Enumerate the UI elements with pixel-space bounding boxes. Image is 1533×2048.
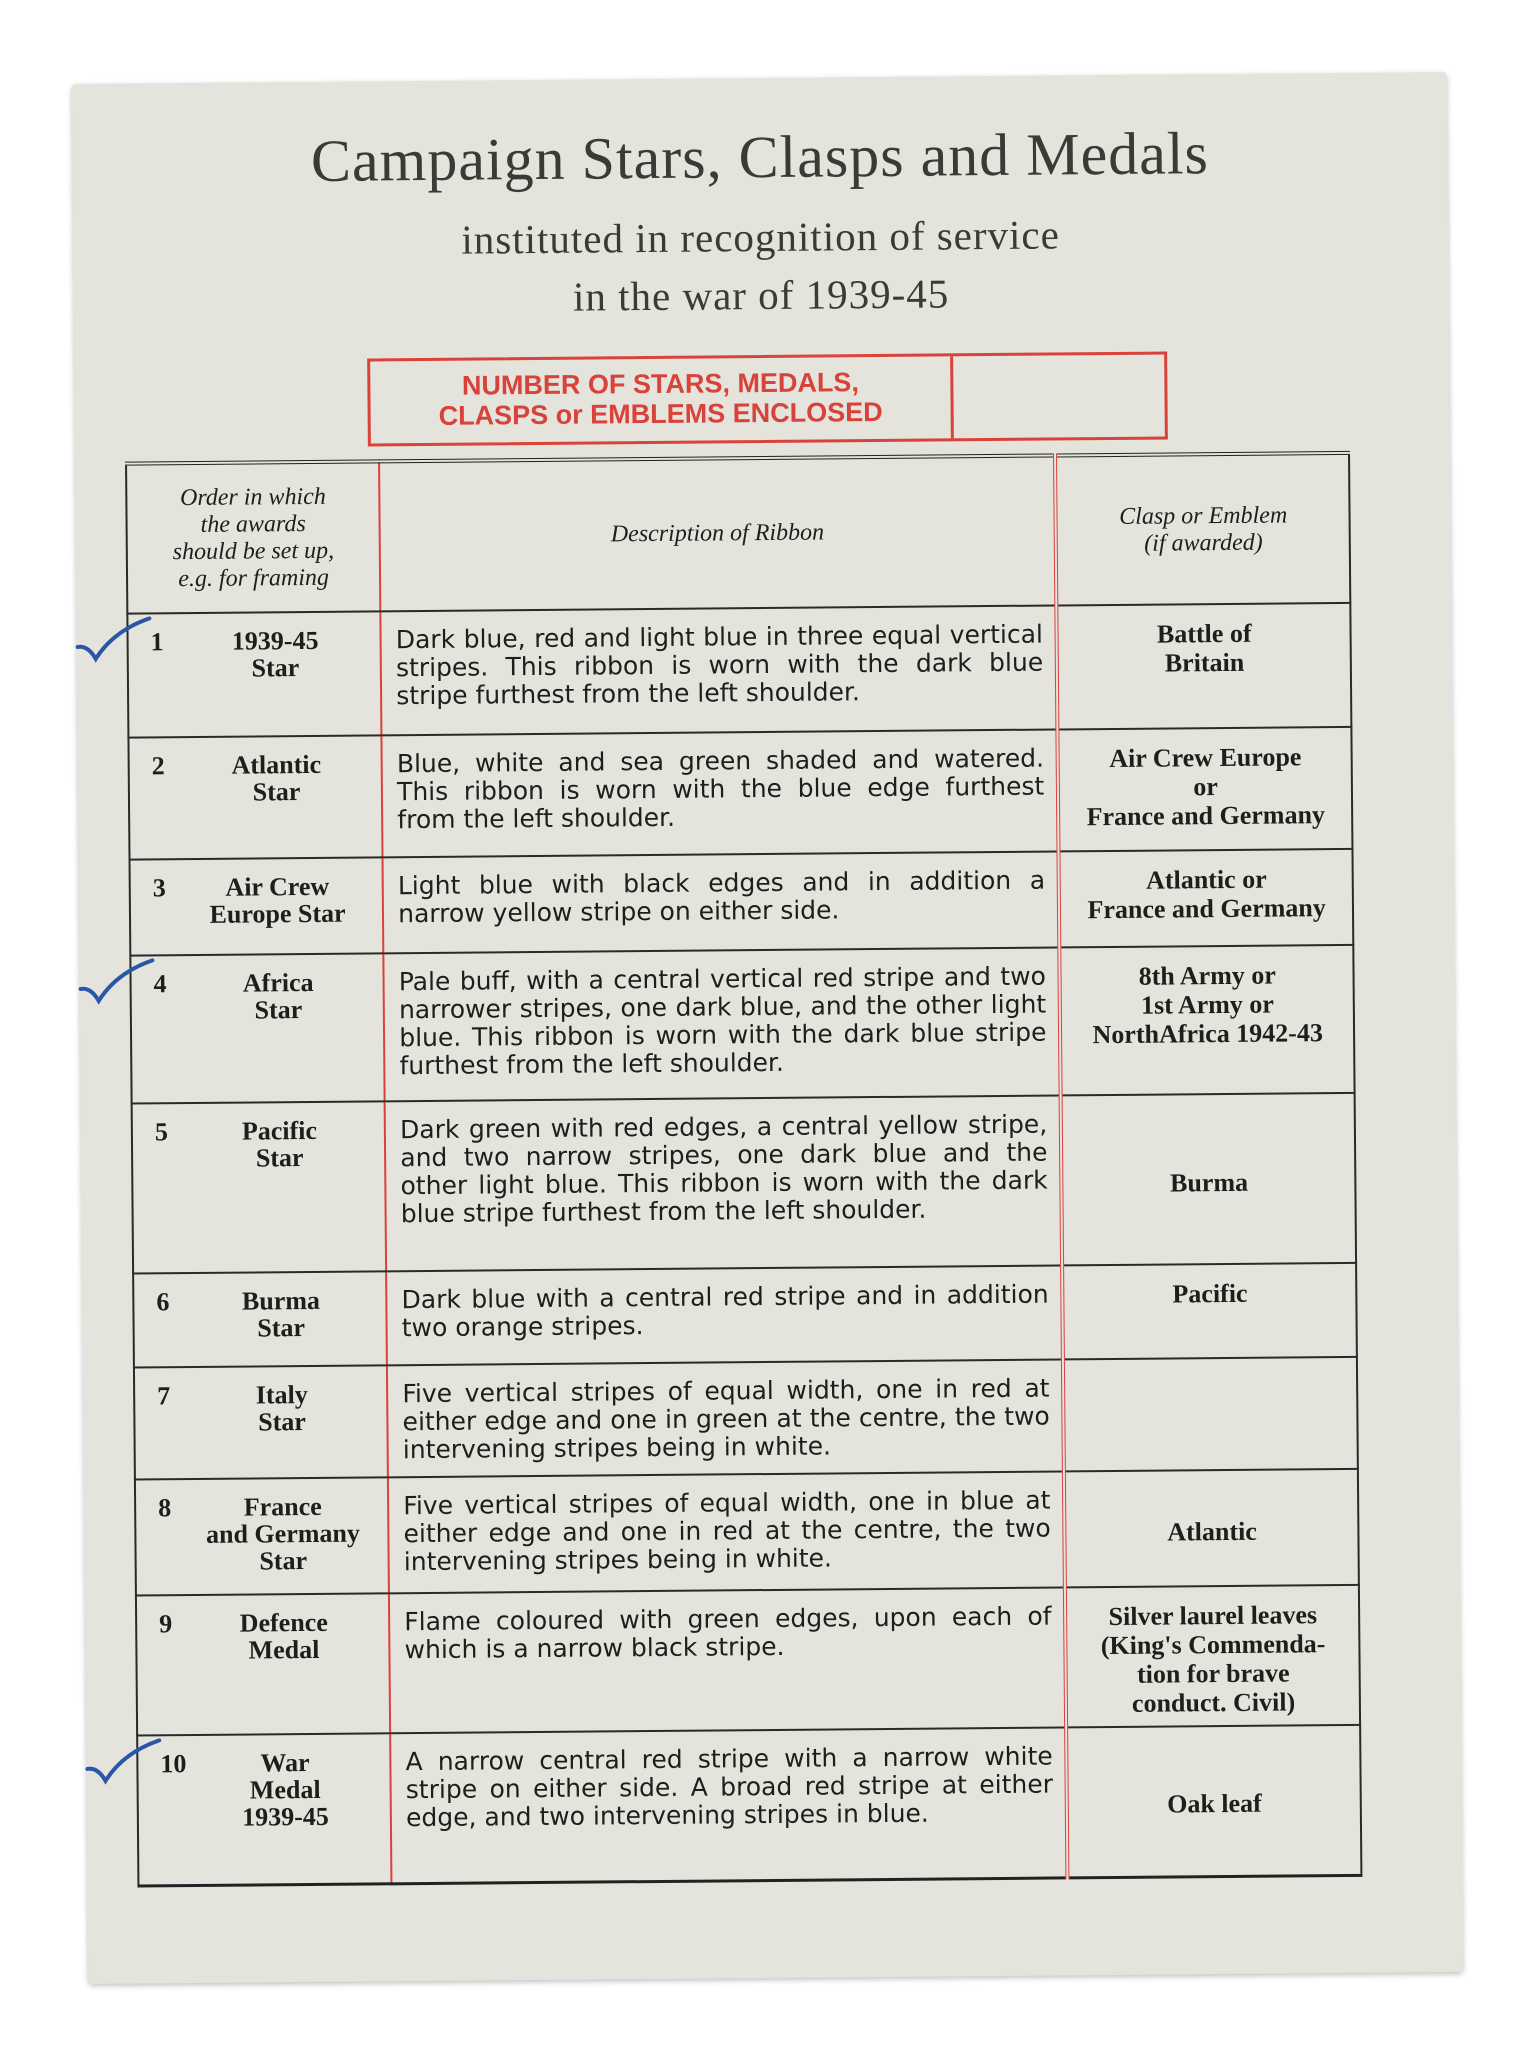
header-clasp-line: (if awarded) [1144, 529, 1263, 557]
award-name-cell [134, 1365, 388, 1479]
enclosed-count-value [953, 355, 1165, 439]
clasp-line: Oak leaf [1167, 1788, 1262, 1819]
checkmark-icon [83, 1738, 163, 1789]
clasp-line: Silver laurel leaves [1108, 1600, 1318, 1632]
award-name-line: War [260, 1748, 310, 1778]
clasp-line: conduct. Civil) [1131, 1687, 1296, 1718]
award-name-cell [130, 953, 384, 1103]
header-clasp [1055, 453, 1350, 606]
table-row [132, 1093, 1356, 1274]
award-name-line: France [243, 1491, 322, 1522]
ribbon-description: Five vertical stripes of equal width, one in blue at either edge and one in red at the centre, the two intervening stripes being in white. [388, 1471, 1065, 1593]
table-row [128, 727, 1352, 860]
clasp-line: tion for brave [1136, 1658, 1290, 1689]
enclosed-count-label [370, 356, 954, 443]
subtitle-line-1: instituted in recognition of service [461, 211, 1061, 263]
header-clasp-line: Clasp or Emblem [1119, 501, 1288, 530]
header-order-line: the awards [200, 510, 306, 538]
award-name-cell [133, 1271, 387, 1367]
ribbon-description: Pale buff, with a central vertical red stripe and two narrower stripes, one dark blue, and the other light blue. This ribbon is worn with the dark blue stripe furthest from the left shoulder. [384, 947, 1061, 1101]
clasp-line: Air Crew Europe [1109, 742, 1302, 774]
award-name-line: and Germany [205, 1518, 361, 1549]
award-name-line: Europe Star [209, 898, 346, 929]
table-row [130, 945, 1354, 1104]
ribbon-description: A narrow central red stripe with a narrow white stripe on either side. A broad red stripe at either edge, and two intervening stripes in blue. [390, 1727, 1067, 1883]
enclosed-count-box [367, 351, 1168, 446]
award-name-line: Star [251, 653, 300, 683]
checkmark-icon [73, 616, 153, 667]
clasp-cell [1059, 849, 1353, 948]
ribbon-description: Blue, white and sea green shaded and watered. This ribbon is worn with the blue edge furthest from the left shoulder. [382, 729, 1059, 857]
table-row [136, 1585, 1360, 1736]
award-name-cell [136, 1593, 390, 1735]
clasp-line: Atlantic or [1145, 864, 1267, 895]
clasp-line: or [1193, 772, 1218, 802]
award-name-line: 1939-45 [241, 1801, 329, 1832]
table-row [127, 603, 1351, 738]
table-row [134, 1357, 1358, 1480]
document-subtitle [73, 202, 1449, 330]
clasp-cell [1066, 1725, 1361, 1878]
award-name-line: Pacific [241, 1115, 318, 1146]
awards-table [125, 451, 1362, 1887]
clasp-line: 1st Army or [1140, 989, 1275, 1020]
checkmark-icon [76, 958, 156, 1009]
clasp-cell [1058, 727, 1353, 852]
clasp-line: Battle of [1156, 618, 1252, 649]
enclosed-count-label-line-1: NUMBER OF STARS, MEDALS, [461, 367, 859, 401]
clasp-cell [1064, 1469, 1359, 1588]
document-title: Campaign Stars, Clasps and Medals [310, 120, 1210, 194]
table-row [135, 1469, 1359, 1596]
award-name-line: Defence [239, 1607, 328, 1638]
clasp-line: Burma [1169, 1167, 1249, 1197]
award-name-line: Medal [249, 1774, 321, 1805]
award-name-cell [127, 611, 381, 737]
enclosed-count-label-line-2: CLASPS or EMBLEMS ENCLOSED [438, 396, 883, 431]
award-name-cell [137, 1733, 391, 1885]
award-order-number: 2 [151, 751, 165, 781]
award-name-line: Star [255, 1143, 304, 1173]
clasp-line: Britain [1164, 647, 1245, 678]
award-order-number: 1 [150, 627, 164, 657]
clasp-line: Atlantic [1167, 1516, 1257, 1547]
subtitle-line-2: in the war of 1939-45 [572, 270, 950, 320]
document-sheet [72, 72, 1464, 1984]
ribbon-description: Flame coloured with green edges, upon each of which is a narrow black stripe. [389, 1587, 1066, 1733]
table-row [133, 1263, 1357, 1368]
ribbon-description: Dark blue, red and light blue in three equal vertical stripes. This ribbon is worn with the dark blue stripe furthest from the left shoulder. [381, 605, 1058, 735]
header-description: Description of Ribbon [379, 455, 1056, 611]
clasp-cell [1063, 1357, 1358, 1472]
clasp-cell [1057, 603, 1352, 730]
award-order-number: 10 [160, 1749, 187, 1779]
award-name-cell [132, 1101, 387, 1273]
award-name-line: Africa [242, 967, 314, 998]
clasp-line: France and Germany [1086, 800, 1326, 832]
award-name-cell [135, 1477, 389, 1595]
table-row [137, 1725, 1361, 1886]
award-name-cell [130, 857, 384, 955]
ribbon-description: Light blue with black edges and in addition a narrow yellow stripe on either side. [383, 851, 1060, 953]
header-order-line: e.g. for framing [178, 564, 330, 592]
award-name-line: Medal [248, 1634, 320, 1665]
clasp-line: NorthAfrica 1942-43 [1092, 1018, 1324, 1050]
award-name-line: Star [258, 1407, 306, 1437]
award-name-line: Star [259, 1546, 308, 1576]
header-order-line: should be set up, [172, 537, 335, 565]
clasp-line: 8th Army or [1138, 960, 1276, 991]
award-name-line: Air Crew [225, 871, 330, 902]
award-name-cell [128, 735, 382, 859]
award-name-line: Burma [241, 1285, 321, 1316]
ribbon-description: Dark blue with a central red stripe and in addition two orange stripes. [386, 1265, 1063, 1365]
header-order [126, 461, 380, 613]
award-order-number: 3 [152, 873, 166, 903]
award-name-line: 1939-45 [231, 625, 319, 656]
ribbon-description: Five vertical stripes of equal width, one in red at either edge and one in green at the centre, the two intervening stripes being in white. [387, 1359, 1064, 1477]
award-order-number: 5 [154, 1117, 169, 1147]
award-order-number: 9 [159, 1609, 173, 1639]
award-name-line: Star [252, 777, 301, 807]
clasp-line: Pacific [1172, 1278, 1248, 1309]
award-name-line: Atlantic [231, 749, 322, 780]
award-order-number: 8 [158, 1493, 172, 1523]
header-row [126, 453, 1350, 614]
clasp-cell [1062, 1263, 1356, 1360]
clasp-line: (King's Commenda- [1100, 1629, 1326, 1661]
award-order-number: 6 [156, 1287, 170, 1317]
header-order-line: Order in which [179, 483, 326, 511]
award-name-line: Star [254, 995, 303, 1025]
clasp-cell [1065, 1585, 1360, 1728]
award-name-line: Italy [255, 1380, 308, 1410]
table-row [130, 849, 1354, 956]
clasp-cell [1061, 1093, 1356, 1266]
clasp-cell [1060, 945, 1355, 1096]
clasp-line: France and Germany [1087, 893, 1326, 925]
ribbon-description: Dark green with red edges, a central yellow stripe, and two narrow stripes, one dark blue and the other light blue. This ribbon is worn with the dark blue stripe furthest from the left shoulder. [385, 1095, 1063, 1271]
award-order-number: 4 [153, 969, 167, 999]
award-name-line: Star [257, 1313, 306, 1343]
award-order-number: 7 [157, 1381, 171, 1411]
